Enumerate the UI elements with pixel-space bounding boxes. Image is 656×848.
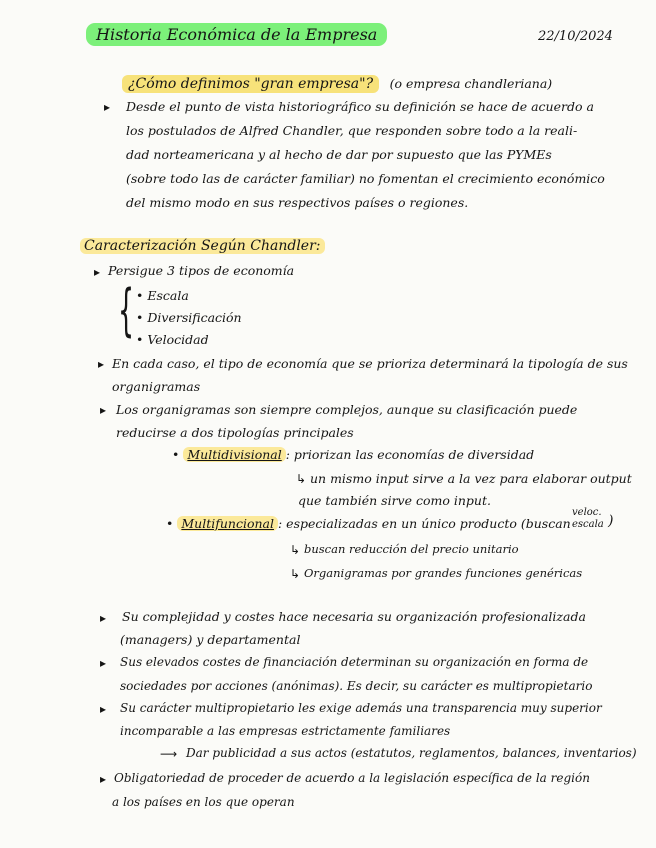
- bullet-icon: ▸: [94, 265, 101, 279]
- bullet-icon: ▸: [100, 772, 107, 786]
- right-arrow-icon: ⟶: [160, 747, 178, 761]
- curly-brace-icon: {: [118, 278, 135, 343]
- arrow-bullet-icon: ▸: [104, 100, 111, 114]
- economy-type: • Velocidad: [136, 332, 209, 347]
- bullet-text: En cada caso, el tipo de economía que se prioriza determinará la tipología de sus: [112, 356, 628, 371]
- multidivisional-item: • Multidivisional : priorizan las economías de diversidad: [172, 447, 535, 462]
- sub-text: buscan reducción del precio unitario: [304, 542, 519, 556]
- intro-line: Desde el punto de vista historiográfico su definición se hace de acuerdo a: [126, 99, 594, 114]
- hook-arrow-icon: ↳: [290, 543, 301, 557]
- section-heading: Caracterización Según Chandler:: [80, 237, 325, 255]
- bullet-text: organigramas: [112, 379, 201, 394]
- intro-line: los postulados de Alfred Chandler, que responden sobre todo a la reali-: [126, 123, 578, 138]
- bullet-icon: ▸: [100, 656, 107, 670]
- page-title: Historia Económica de la Empresa: [86, 26, 387, 44]
- arrow-text: Dar publicidad a sus actos (estatutos, reglamentos, balances, inventarios): [186, 746, 637, 760]
- sub-text: un mismo input sirve a la vez para elaborar output: [310, 471, 632, 486]
- economy-type: • Diversificación: [136, 310, 242, 325]
- sub-text: que también sirve como input.: [298, 493, 491, 508]
- intro-line: (sobre todo las de carácter familiar) no fomentan el crecimiento económico: [126, 171, 605, 186]
- bullet-icon: ▸: [98, 357, 105, 371]
- note-escala: escala: [572, 519, 604, 530]
- bullet-icon: ▸: [100, 403, 107, 417]
- bullet-text: Su complejidad y costes hace necesaria su organización profesionalizada: [122, 609, 586, 624]
- sub-text: Organigramas por grandes funciones genéricas: [304, 566, 583, 580]
- note-close: ): [608, 513, 614, 529]
- intro-question: ¿Cómo definimos "gran empresa"? (o empresa chandleriana): [122, 75, 552, 93]
- hook-arrow-icon: ↳: [296, 472, 307, 486]
- bullet-text: incomparable a las empresas estrictamente familiares: [120, 724, 451, 738]
- bullet-text: reducirse a dos tipologías principales: [116, 425, 354, 440]
- note-veloc: veloc.: [572, 507, 602, 518]
- bullet-icon: ▸: [100, 702, 107, 716]
- bullet-text: Obligatoriedad de proceder de acuerdo a la legislación específica de la región: [114, 771, 590, 785]
- bullet-text: Persigue 3 tipos de economía: [108, 263, 295, 278]
- intro-line: dad norteamericana y al hecho de dar por supuesto que las PYMEs: [126, 147, 552, 162]
- economy-type: • Escala: [136, 288, 189, 303]
- bullet-text: Sus elevados costes de financiación determinan su organización en forma de: [120, 655, 589, 669]
- bullet-text: (managers) y departamental: [120, 632, 301, 647]
- multifuncional-item: • Multifuncional : especializadas en un único producto (buscan: [166, 516, 571, 531]
- bullet-text: sociedades por acciones (anónimas). Es decir, su carácter es multipropietario: [120, 679, 593, 693]
- note-date: 22/10/2024: [538, 29, 613, 44]
- hook-arrow-icon: ↳: [290, 567, 301, 581]
- intro-line: del mismo modo en sus respectivos países o regiones.: [126, 195, 469, 210]
- bullet-text: Los organigramas son siempre complejos, aunque su clasificación puede: [116, 402, 578, 417]
- bullet-icon: ▸: [100, 611, 107, 625]
- bullet-text: Su carácter multipropietario les exige además una transparencia muy superior: [120, 701, 602, 715]
- bullet-text: a los países en los que operan: [112, 795, 295, 809]
